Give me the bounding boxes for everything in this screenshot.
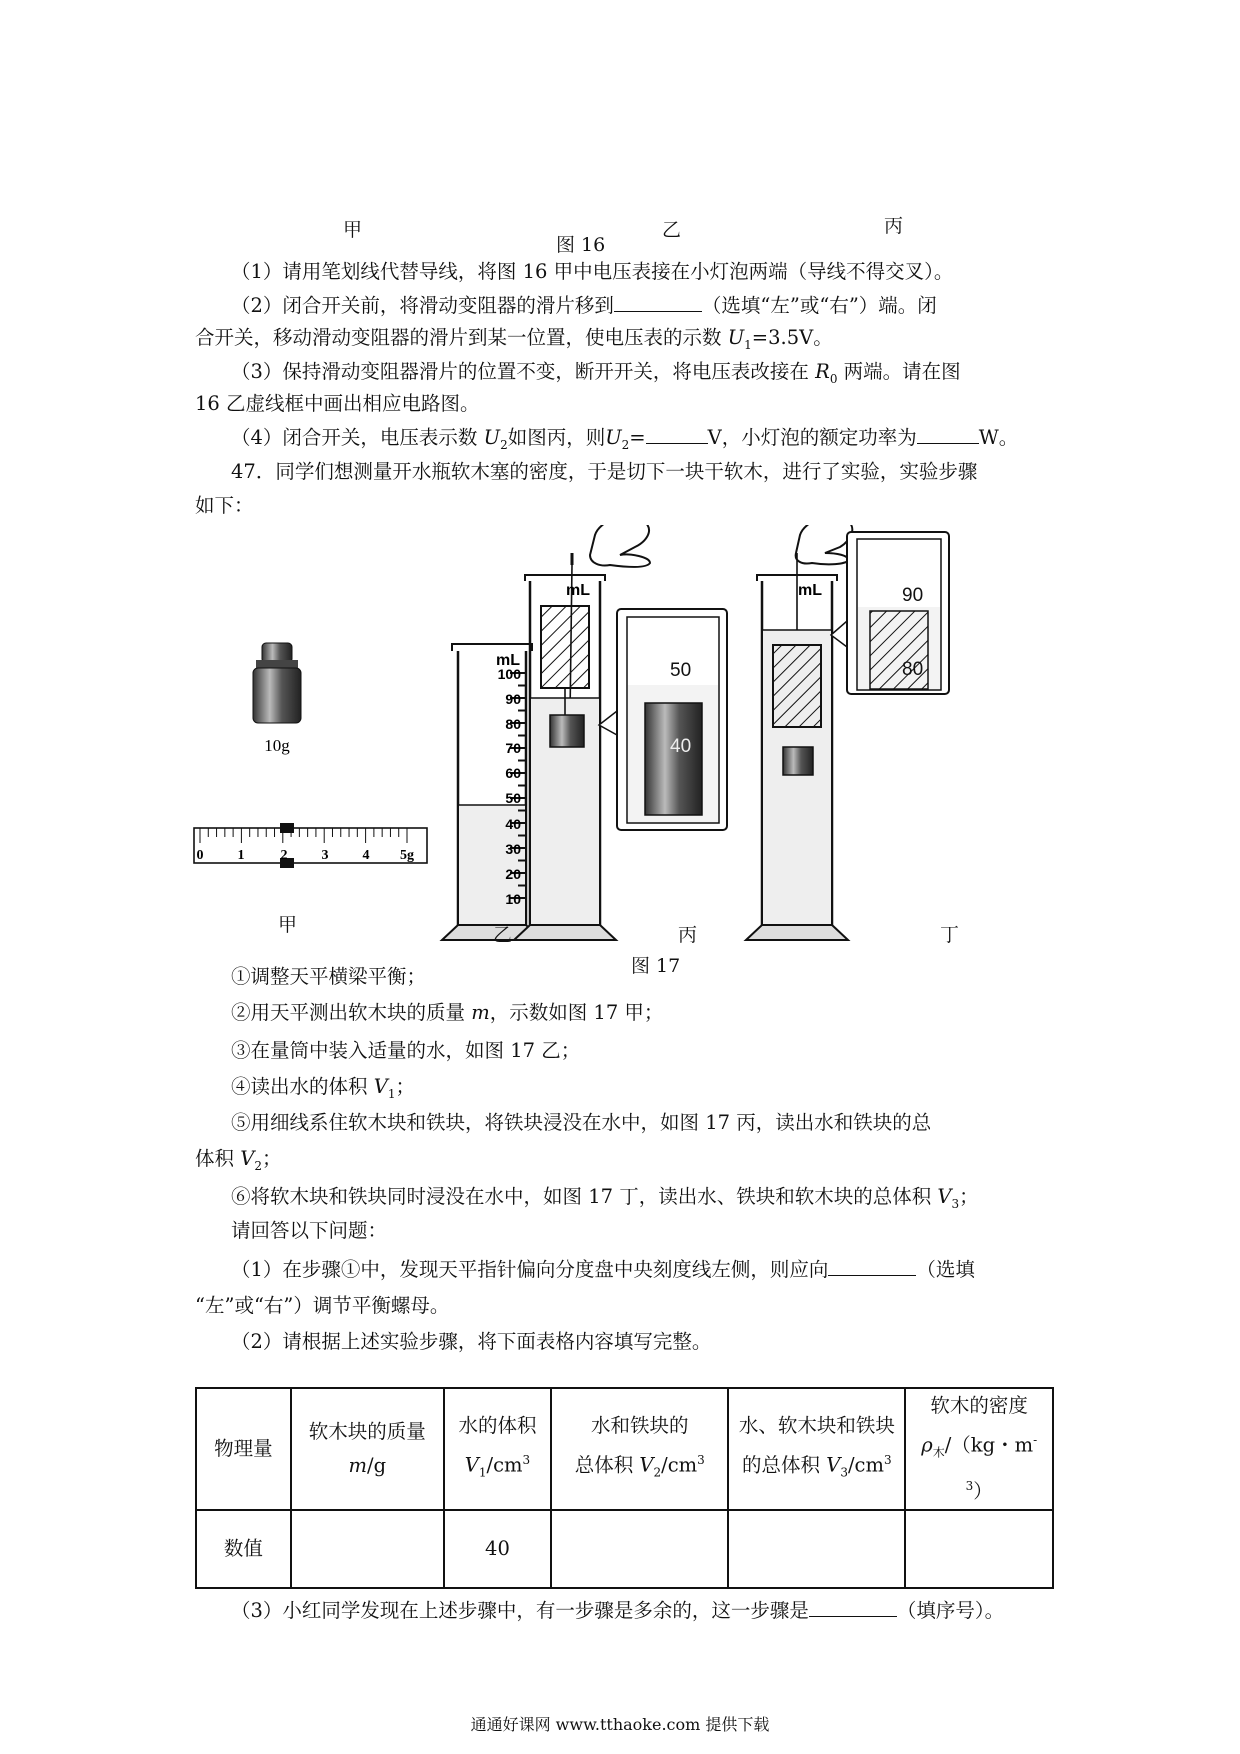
q47-part1-line2: “左”或“右”）调节平衡螺母。 xyxy=(195,1294,450,1317)
cell-water-iron-volume[interactable] xyxy=(551,1510,728,1588)
cyl-yi-tick-20: 20 xyxy=(505,866,521,882)
cyl-yi-tick-30: 30 xyxy=(505,841,521,857)
step-2 xyxy=(195,997,1055,1029)
step-6-text-a: ⑥将软木块和铁块同时浸没在水中，如图 17 丁，读出水、铁块和软木块的总体积 xyxy=(231,1185,932,1208)
header-mass-line1: 软木块的质量 xyxy=(308,1419,426,1443)
step-4-text-a: ④读出水的体积 xyxy=(231,1075,368,1098)
q47-intro-line2: 如下： xyxy=(195,494,254,517)
zoom-ding-tick-80: 80 xyxy=(902,659,924,680)
var-u2-sub-again: 2 xyxy=(621,437,630,452)
var-u2-sub: 2 xyxy=(500,437,508,452)
step-3: ③在量筒中装入适量的水，如图 17 乙； xyxy=(231,1039,581,1062)
cyl-yi-tick-40: 40 xyxy=(505,816,521,832)
fig17-label-ding: 丁 xyxy=(940,924,960,946)
var-m: m xyxy=(471,1001,490,1024)
answer-blank xyxy=(646,423,708,444)
var-v3: V xyxy=(937,1185,952,1208)
weight-10g xyxy=(253,643,301,723)
ruler-tick-3: 3 xyxy=(321,848,329,863)
zoom-bing-tick-40: 40 xyxy=(670,736,692,757)
weight-label: 10g xyxy=(264,736,290,755)
q47-part1-text-a: （1）在步骤①中，发现天平指针偏向分度盘中央刻度线左侧，则应向 xyxy=(231,1258,829,1281)
u1-value: =3.5V。 xyxy=(751,326,833,349)
zoom-ding-tick-90: 90 xyxy=(902,585,924,606)
var-v1: V xyxy=(373,1075,388,1098)
cyl-yi-tick-100: 100 xyxy=(497,666,521,682)
step-5-line2 xyxy=(195,1143,1055,1182)
var-v1-sub: 1 xyxy=(387,1086,396,1101)
equals-sign: = xyxy=(629,426,646,449)
step-1: ①调整天平横梁平衡； xyxy=(231,965,427,988)
q46-part3-line2: 16 乙虚线框中画出相应电路图。 xyxy=(195,392,480,415)
q46-part2-text-a: （2）闭合开关前，将滑动变阻器的滑片移到 xyxy=(231,294,614,317)
step-5-line1: ⑤用细线系住软木块和铁块，将铁块浸没在水中，如图 17 丙，读出水和铁块的总 xyxy=(231,1111,932,1134)
var-u1: U xyxy=(727,326,745,349)
q46-part4-text-e: W。 xyxy=(978,426,1019,449)
question-prompt: 请回答以下问题： xyxy=(231,1219,388,1242)
header-water-iron-line1: 水和铁块的 xyxy=(591,1413,689,1437)
var-v2: V xyxy=(240,1147,255,1170)
cell-water-volume: 40 xyxy=(444,1510,552,1588)
cyl-yi-tick-80: 80 xyxy=(505,716,521,732)
hand-ding-icon xyxy=(796,525,853,564)
cyl-yi-tick-10: 10 xyxy=(505,891,521,907)
figure-17 xyxy=(180,525,1080,965)
q47-intro-line1: 47．同学们想测量开水瓶软木塞的密度，于是切下一块干软木，进行了实验，实验步骤 xyxy=(231,460,978,483)
step-2-text-a: ②用天平测出软木块的质量 xyxy=(231,1001,466,1024)
q46-part2-line1 xyxy=(195,290,1055,322)
cyl-yi-tick-50: 50 xyxy=(505,790,521,806)
var-r0: R xyxy=(815,360,830,383)
header-mass: 软木块的质量 m/g xyxy=(291,1388,444,1510)
q46-part2-text-b: （选填“左”或“右”）端。闭 xyxy=(701,294,937,317)
var-v3-sub: 3 xyxy=(951,1196,960,1211)
q46-part2-text-c: 合开关，移动滑动变阻器的滑片到某一位置，使电压表的示数 xyxy=(195,326,722,349)
ruler-tick-1: 1 xyxy=(237,848,245,863)
fig16-label-bing: 丙 xyxy=(884,215,904,237)
header-total-line1: 水、软木块和铁块 xyxy=(738,1413,895,1437)
q47-part1-line1 xyxy=(195,1254,1055,1286)
table-header-row xyxy=(196,1388,1053,1510)
ruler-tick-2: 2 xyxy=(280,848,288,863)
header-water-volume-line1: 水的体积 xyxy=(458,1413,537,1437)
q46-part3-text-b: 两端。请在图 xyxy=(843,360,961,383)
header-water-volume: 水的体积 $V_1/cm^3$ xyxy=(444,1388,552,1510)
header-quantity: 物理量 xyxy=(196,1388,291,1510)
q47-part3-text-b: （填序号）。 xyxy=(896,1599,1005,1622)
cyl-yi-tick-60: 60 xyxy=(505,765,521,781)
q46-part4-text-d: V，小灯泡的额定功率为 xyxy=(707,426,917,449)
q46-part3-text-a: （3）保持滑动变阻器滑片的位置不变，断开开关，将电压表改接在 xyxy=(231,360,809,383)
step-2-text-b: ，示数如图 17 甲； xyxy=(489,1001,664,1024)
header-water-iron-volume: 水和铁块的 总体积 $V_2/cm^3$ xyxy=(551,1388,728,1510)
table-row xyxy=(196,1510,1053,1588)
step-4 xyxy=(195,1071,1055,1110)
fig16-label-jia: 甲 xyxy=(343,219,363,241)
q47-part2: （2）请根据上述实验步骤，将下面表格内容填写完整。 xyxy=(231,1330,712,1353)
header-total-volume: 水、软木块和铁块 的总体积 $V_3/cm^3$ xyxy=(728,1388,905,1510)
answer-blank xyxy=(917,423,979,444)
var-u1-sub: 1 xyxy=(744,337,752,352)
answer-blank xyxy=(828,1255,916,1276)
header-mass-line2: m xyxy=(348,1453,367,1477)
q46-part1: （1）请用笔划线代替导线，将图 16 甲中电压表接在小灯泡两端（导线不得交叉）。 xyxy=(231,260,954,283)
cell-density[interactable] xyxy=(905,1510,1053,1588)
cell-mass[interactable] xyxy=(291,1510,444,1588)
ruler-tick-0: 0 xyxy=(196,848,204,863)
cylinder-yi xyxy=(442,644,542,940)
fig17-label-jia: 甲 xyxy=(278,914,298,936)
step-4-text-b: ； xyxy=(395,1075,415,1098)
fig16-label-yi: 乙 xyxy=(662,219,682,241)
answer-blank xyxy=(614,291,702,312)
var-u2-again: U xyxy=(605,426,622,449)
q47-part3 xyxy=(195,1595,1055,1627)
cyl-yi-tick-90: 90 xyxy=(505,691,521,707)
cylinder-ding-unit: mL xyxy=(798,582,822,599)
step-5-text-b: 体积 xyxy=(195,1147,235,1170)
header-density: 软木的密度 $\rho_木/(kg$・$m^{-3}$） xyxy=(905,1388,1053,1510)
cell-total-volume[interactable] xyxy=(728,1510,905,1588)
q47-part3-text-a: （3）小红同学发现在上述步骤中，有一步骤是多余的，这一步骤是 xyxy=(231,1599,809,1622)
zoom-bing xyxy=(599,609,727,830)
page-footer: 通通好课网 www.tthaoke.com 提供下载 xyxy=(470,1715,770,1734)
zoom-bing-tick-50: 50 xyxy=(670,660,692,681)
ruler-tick-4: 4 xyxy=(362,848,370,863)
fig17-label-yi: 乙 xyxy=(493,924,513,946)
step-6-text-b: ； xyxy=(959,1185,979,1208)
hand-bing-icon xyxy=(590,525,650,567)
cylinder-yi-unit: mL xyxy=(496,652,520,669)
q46-part4-text-b: 如图丙，则 xyxy=(507,426,606,449)
var-u2: U xyxy=(483,426,501,449)
ruler-tick-5: 5g xyxy=(400,848,414,863)
row-label: 数值 xyxy=(196,1510,291,1588)
rider-scale xyxy=(194,823,427,868)
var-v2-sub: 2 xyxy=(254,1158,262,1173)
q47-part1-text-b: （选填 xyxy=(916,1258,975,1281)
fig17-label-bing: 丙 xyxy=(678,924,698,946)
cylinder-bing-unit: mL xyxy=(566,582,590,599)
fig16-caption: 图 16 xyxy=(556,234,606,256)
var-r0-sub: 0 xyxy=(829,371,838,386)
step-5-text-c: ； xyxy=(261,1147,282,1170)
zoom-ding xyxy=(831,532,949,694)
cyl-yi-tick-70: 70 xyxy=(505,740,521,756)
q46-part4-text-a: （4）闭合开关，电压表示数 xyxy=(231,426,478,449)
fig17-caption: 图 17 xyxy=(631,955,681,977)
header-density-line1: 软木的密度 xyxy=(930,1394,1028,1417)
data-table xyxy=(195,1387,1054,1589)
answer-blank xyxy=(809,1596,897,1617)
